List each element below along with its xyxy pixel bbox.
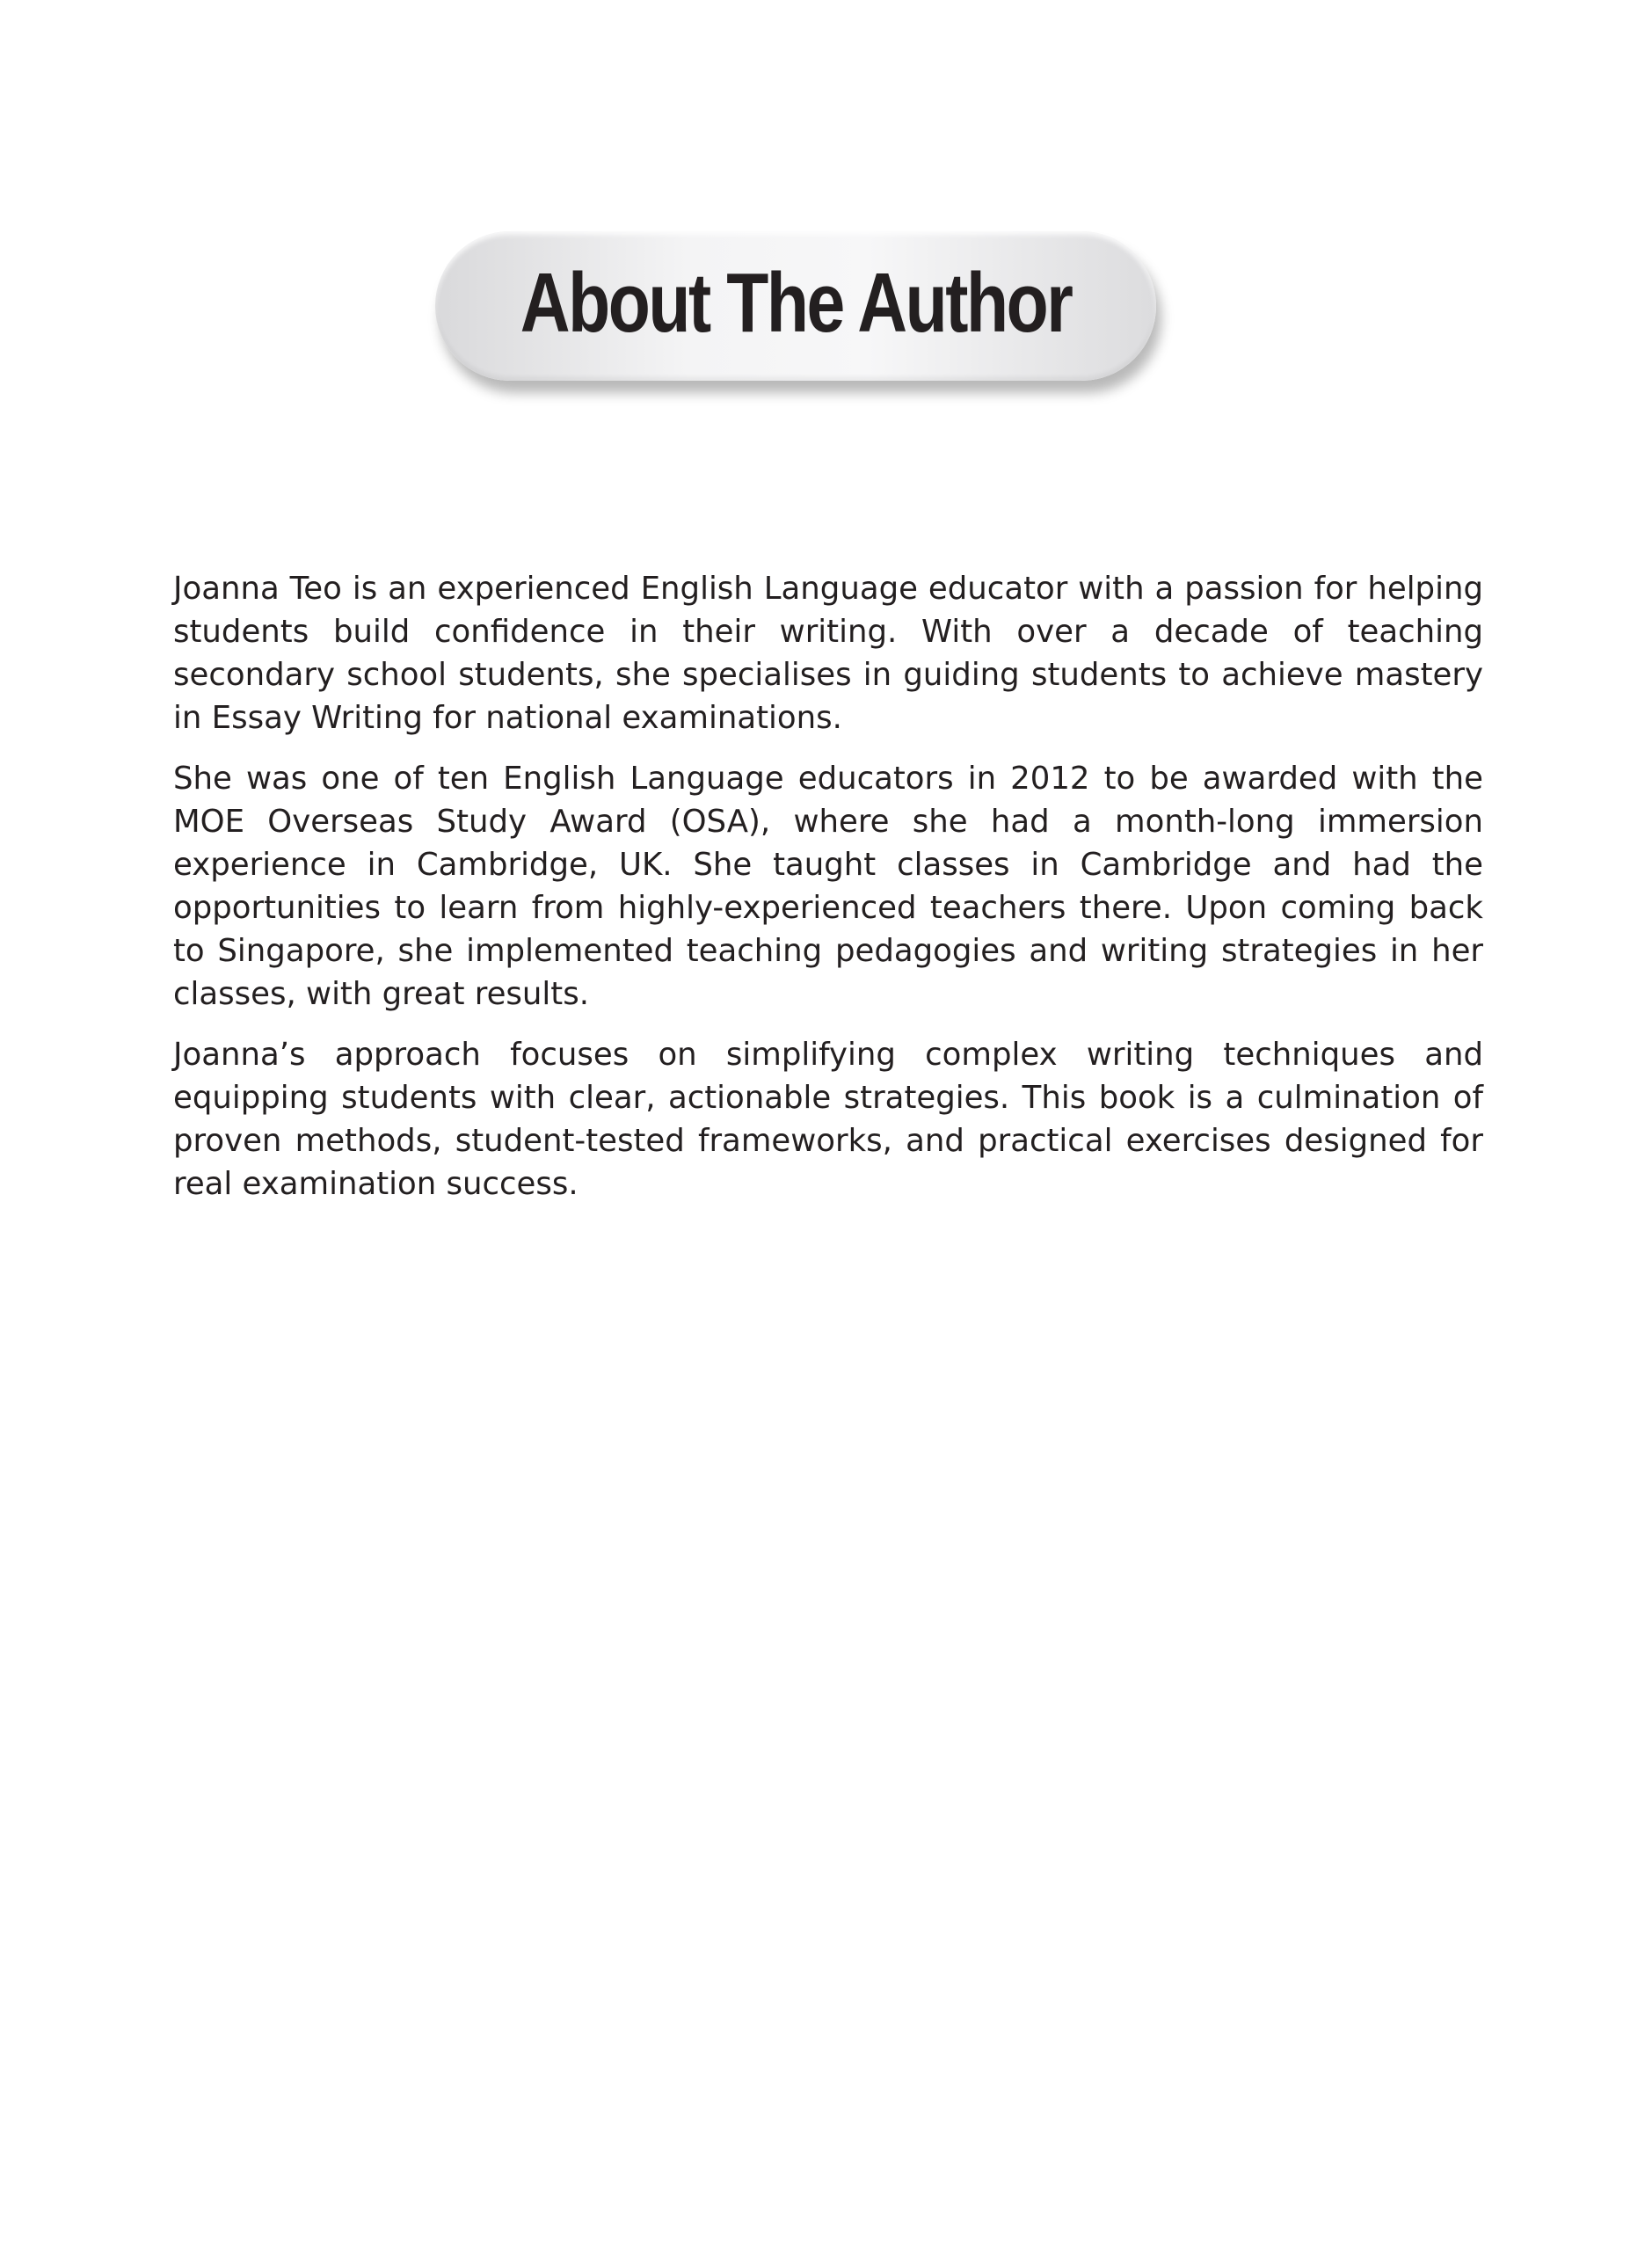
title-banner	[435, 231, 1156, 381]
bio-paragraph-2: She was one of ten English Language educators in 2012 to be awarded with the MOE Overseas Study Award (OSA), where she had a month-long immersion experience in Cambridge, UK. She taught classes in Cambridge and had the opportunities to learn from highly-experienced teachers there. Upon coming back to Singapore, she implemented teaching pedagogies and writing strategies in her classes, with great results.	[173, 761, 1483, 1012]
author-bio	[173, 567, 1483, 1223]
bio-paragraph-1: Joanna Teo is an experienced English Language educator with a passion for helping students build confidence in their writing. With over a decade of teaching secondary school students, she specialises in guiding students to achieve mastery in Essay Writing for national examinations.	[173, 571, 1483, 736]
bio-paragraph-3: Joanna’s approach focuses on simplifying complex writing techniques and equipping students with clear, actionable strategies. This book is a culmination of proven methods, student-tested frameworks, and practical exercises designed for real examination success.	[173, 1037, 1483, 1202]
page-title: About The Author	[520, 256, 1072, 350]
